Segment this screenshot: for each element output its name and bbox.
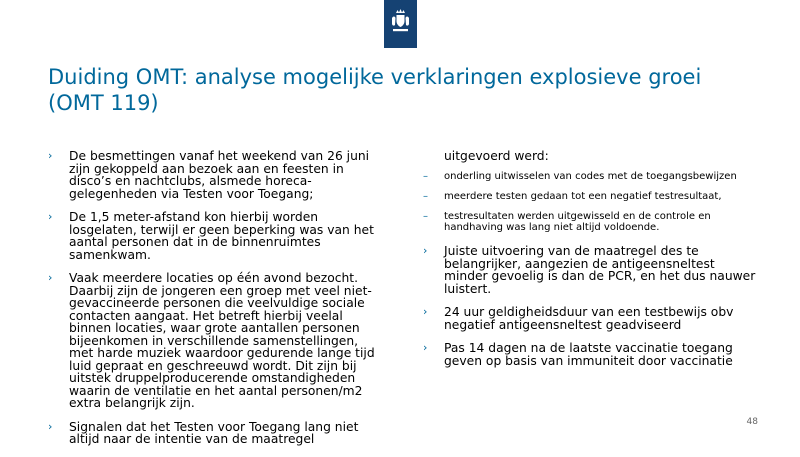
right-column: [423, 150, 758, 378]
slide-title: Duiding OMT: analyse mogelijke verklaringen explosieve groei (OMT 119): [48, 65, 702, 115]
left-column: [48, 150, 383, 457]
sub-bullet-text: testresultaten werden uitgewisseld en de controle en handhaving was lang niet altijd voldoende.: [444, 211, 711, 233]
list-item: [48, 421, 383, 446]
bullet-text: 24 uur geldigheidsduur van een testbewijs obv negatief antigeensneltest geadviseerd: [444, 305, 734, 332]
dash-icon: –: [423, 171, 428, 182]
list-item: [48, 150, 383, 200]
list-item: [48, 272, 383, 410]
bullet-chevron-icon: ›: [48, 419, 53, 433]
bullet-chevron-icon: ›: [423, 244, 428, 257]
list-item: [423, 171, 758, 182]
rijksoverheid-crest-icon: [384, 0, 417, 48]
list-item: [423, 211, 758, 233]
bullet-text: Juiste uitvoering van de maatregel des te belangrijker, aangezien de antigeensneltest minder gevoelig is dan de PCR, en het dus nauwer luistert.: [444, 244, 756, 296]
list-item: [48, 211, 383, 261]
dash-icon: –: [423, 211, 428, 222]
bullet-chevron-icon: ›: [423, 341, 428, 354]
list-item: [423, 191, 758, 202]
left-bullet-list: [48, 150, 383, 446]
bullet-chevron-icon: ›: [48, 210, 53, 223]
bullet-text: De 1,5 meter-afstand kon hierbij worden losgelaten, terwijl er geen beperking was van het aantal personen dat in de binnenruimtes samenkwam.: [69, 210, 374, 262]
bullet-chevron-icon: ›: [423, 305, 428, 318]
bullet-text: Vaak meerdere locaties op één avond bezocht. Daarbij zijn de jongeren een groep met veel niet-gevaccineerde personen die veelvuldige sociale contacten aangaat. Het betreft hierbij veelal binnen locaties, waar grote aantallen personen bijeenkomen in verschillende samenstellingen, met harde muziek waardoor gedurende lange tijd luid gepraat en geschreeuwd wordt. Dit zijn bij uitstek druppelproducerende omstandigheden waarin de ventilatie en het aantal personen/m2 extra belangrijk zijn.: [69, 271, 375, 410]
bullet-text: Signalen dat het Testen voor Toegang lang niet altijd naar de intentie van de maatregel: [69, 419, 359, 446]
page-number: 48: [746, 417, 758, 427]
sub-bullet-list: [423, 171, 758, 233]
bullet-chevron-icon: ›: [48, 271, 53, 284]
sub-bullet-text: onderling uitwisselen van codes met de toegangsbewijzen: [444, 171, 737, 182]
dash-icon: –: [423, 191, 428, 202]
government-logo: [384, 0, 417, 48]
list-item: [423, 245, 758, 295]
continuation-text: uitgevoerd werd:: [444, 149, 549, 163]
right-bullet-list: [423, 245, 758, 367]
list-item: [423, 306, 758, 331]
bullet-text: Pas 14 dagen na de laatste vaccinatie toegang geven op basis van immuniteit door vaccinatie: [444, 341, 733, 368]
sub-bullet-text: meerdere testen gedaan tot een negatief testresultaat,: [444, 191, 722, 202]
bullet-text: De besmettingen vanaf het weekend van 26 juni zijn gekoppeld aan bezoek aan en feesten in disco’s en nachtclubs, alsmede horeca-gelegenheden via Testen voor Toegang;: [69, 149, 370, 201]
list-item: [423, 342, 758, 367]
bullet-chevron-icon: ›: [48, 149, 53, 162]
